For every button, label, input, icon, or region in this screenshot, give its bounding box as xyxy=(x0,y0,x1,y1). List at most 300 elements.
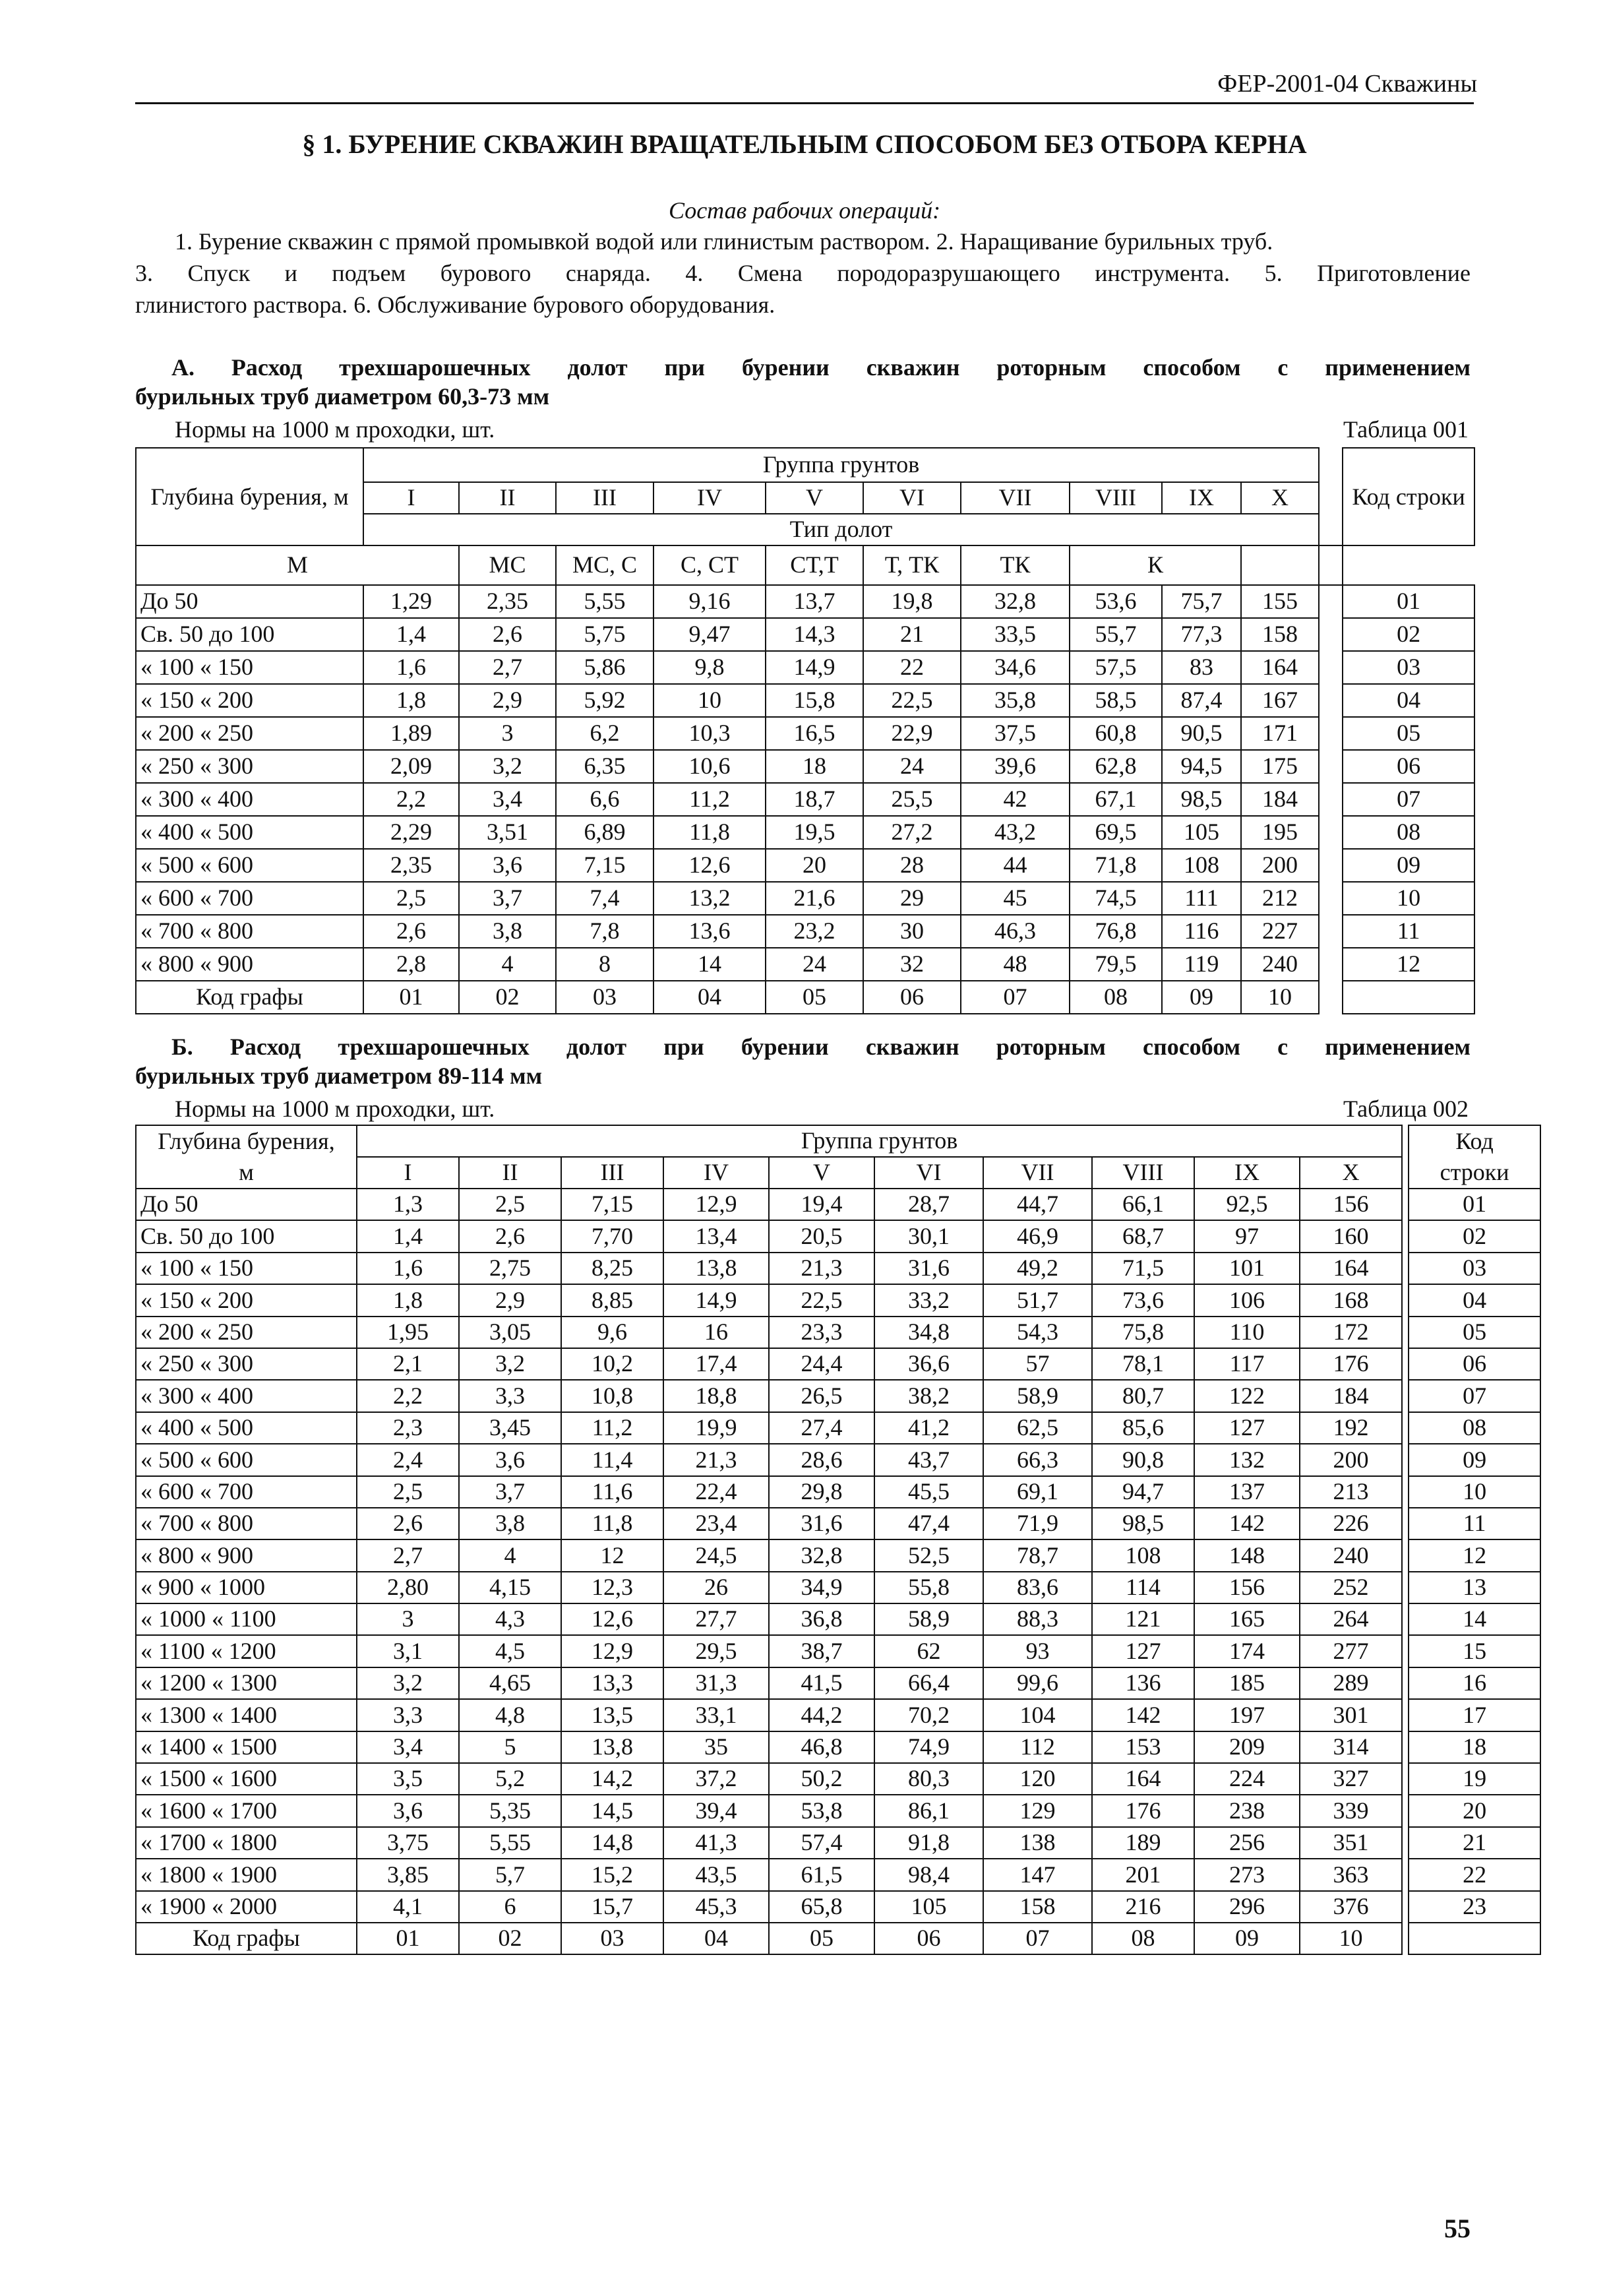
soil-group-label: IX xyxy=(1194,1157,1300,1189)
table-cell: 6,2 xyxy=(556,717,653,750)
column-code: 01 xyxy=(363,981,459,1014)
table-cell: 73,6 xyxy=(1092,1284,1194,1316)
row-code: 15 xyxy=(1409,1635,1540,1667)
table-cell: 22 xyxy=(863,651,961,684)
column-gap xyxy=(1402,1635,1409,1667)
table-cell: 212 xyxy=(1241,882,1319,915)
table-cell: 142 xyxy=(1194,1508,1300,1539)
table-cell: 116 xyxy=(1162,915,1241,948)
table-cell: 213 xyxy=(1300,1476,1402,1508)
column-gap xyxy=(1319,948,1343,981)
column-gap xyxy=(1402,1603,1409,1635)
table-cell: 9,47 xyxy=(653,618,766,651)
bit-type-label: Т, ТК xyxy=(863,545,961,585)
table-cell: 99,6 xyxy=(983,1667,1092,1699)
soil-group-label: VI xyxy=(874,1157,983,1189)
table-cell: 7,15 xyxy=(561,1189,663,1220)
depth-range: « 250 « 300 xyxy=(136,750,363,783)
table-cell: 3,4 xyxy=(459,783,556,816)
table-cell: 51,7 xyxy=(983,1284,1092,1316)
table-cell: 33,5 xyxy=(961,618,1070,651)
table1-norms: Нормы на 1000 м проходки, шт. xyxy=(175,416,495,443)
table-cell: 3,85 xyxy=(357,1859,459,1890)
table-cell: 10,2 xyxy=(561,1348,663,1380)
depth-range: « 600 « 700 xyxy=(136,882,363,915)
table-cell: 1,8 xyxy=(363,684,459,717)
table-cell: 57 xyxy=(983,1348,1092,1380)
table-cell: 14 xyxy=(653,948,766,981)
row-code: 09 xyxy=(1409,1444,1540,1475)
column-gap xyxy=(1319,849,1343,882)
soil-group-header: Группа грунтов xyxy=(357,1125,1402,1157)
table-cell: 31,6 xyxy=(769,1508,874,1539)
table-cell: 22,9 xyxy=(863,717,961,750)
table-row xyxy=(136,1731,1540,1763)
row-code: 21 xyxy=(1409,1827,1540,1859)
table-cell: 120 xyxy=(983,1763,1092,1795)
table-cell: 28,6 xyxy=(769,1444,874,1475)
row-code: 11 xyxy=(1409,1508,1540,1539)
depth-range: До 50 xyxy=(136,585,363,618)
table-cell: 4,15 xyxy=(459,1572,561,1603)
table-cell: 240 xyxy=(1300,1539,1402,1571)
table-cell: 3,1 xyxy=(357,1635,459,1667)
table-cell: 2,6 xyxy=(459,1220,561,1252)
operations-line: 1. Бурение скважин с прямой промывкой водой или глинистым раствором. 2. Наращивание бурильных труб. xyxy=(175,228,1273,255)
table-cell: 55,8 xyxy=(874,1572,983,1603)
table-cell: 21,3 xyxy=(769,1253,874,1284)
table-row xyxy=(136,1380,1540,1412)
table-cell: 2,75 xyxy=(459,1253,561,1284)
depth-range: « 250 « 300 xyxy=(136,1348,357,1380)
depth-range: Св. 50 до 100 xyxy=(136,618,363,651)
table-cell: 12,6 xyxy=(561,1603,663,1635)
column-code: 04 xyxy=(663,1923,769,1954)
row-code: 08 xyxy=(1409,1412,1540,1444)
column-gap xyxy=(1402,1508,1409,1539)
table-cell: 9,16 xyxy=(653,585,766,618)
row-code: 22 xyxy=(1409,1859,1540,1890)
column-code: 06 xyxy=(874,1923,983,1954)
table1-number: Таблица 001 xyxy=(1343,416,1469,443)
table-cell: 33,1 xyxy=(663,1699,769,1731)
bit-type-header: Тип долот xyxy=(363,514,1319,545)
table-cell: 98,4 xyxy=(874,1859,983,1890)
row-code-header: строки xyxy=(1409,1157,1540,1189)
bit-type-label: СТ,Т xyxy=(766,545,863,585)
column-gap xyxy=(1402,1125,1409,1189)
table-cell: 142 xyxy=(1092,1699,1194,1731)
table-cell: 106 xyxy=(1194,1284,1300,1316)
column-gap xyxy=(1402,1220,1409,1252)
table-cell: 5,55 xyxy=(459,1827,561,1859)
section-title: § 1. БУРЕНИЕ СКВАЖИН ВРАЩАТЕЛЬНЫМ СПОСОБОМ БЕЗ ОТБОРА КЕРНА xyxy=(302,129,1307,159)
soil-group-header: Группа грунтов xyxy=(363,448,1319,482)
table-cell: 43,2 xyxy=(961,816,1070,849)
table-cell: 164 xyxy=(1092,1763,1194,1795)
bit-type-code-blank xyxy=(1319,545,1343,585)
table-cell: 3,6 xyxy=(357,1795,459,1826)
table-cell: 90,5 xyxy=(1162,717,1241,750)
column-gap xyxy=(1402,1827,1409,1859)
table-cell: 3,2 xyxy=(459,750,556,783)
table-cell: 62,8 xyxy=(1070,750,1162,783)
table-cell: 71,5 xyxy=(1092,1253,1194,1284)
table-cell: 14,5 xyxy=(561,1795,663,1826)
table-cell: 42 xyxy=(961,783,1070,816)
table-cell: 227 xyxy=(1241,915,1319,948)
table-cell: 5 xyxy=(459,1731,561,1763)
table-cell: 164 xyxy=(1241,651,1319,684)
operations-text xyxy=(135,226,1471,321)
table-cell: 41,3 xyxy=(663,1827,769,1859)
column-code: 02 xyxy=(459,1923,561,1954)
table-cell: 97 xyxy=(1194,1220,1300,1252)
table-row xyxy=(136,1635,1540,1667)
table-cell: 119 xyxy=(1162,948,1241,981)
table-cell: 197 xyxy=(1194,1699,1300,1731)
column-code-row xyxy=(136,981,1474,1014)
row-code: 02 xyxy=(1409,1220,1540,1252)
depth-range: « 800 « 900 xyxy=(136,948,363,981)
table-cell: 90,8 xyxy=(1092,1444,1194,1475)
row-code: 10 xyxy=(1343,882,1474,915)
column-code: 08 xyxy=(1070,981,1162,1014)
column-gap xyxy=(1402,1699,1409,1731)
table-cell: 13,4 xyxy=(663,1220,769,1252)
row-code: 01 xyxy=(1409,1189,1540,1220)
bit-type-gap xyxy=(1241,545,1319,585)
table-cell: 114 xyxy=(1092,1572,1194,1603)
table-cell: 8,25 xyxy=(561,1253,663,1284)
table-cell: 2,5 xyxy=(357,1476,459,1508)
table-cell: 3,8 xyxy=(459,1508,561,1539)
table-cell: 87,4 xyxy=(1162,684,1241,717)
table-cell: 29,5 xyxy=(663,1635,769,1667)
table-cell: 7,15 xyxy=(556,849,653,882)
table-cell: 35 xyxy=(663,1731,769,1763)
table-cell: 3,7 xyxy=(459,1476,561,1508)
table-cell: 80,7 xyxy=(1092,1380,1194,1412)
column-gap xyxy=(1402,1667,1409,1699)
table-cell: 36,6 xyxy=(874,1348,983,1380)
depth-range: « 1200 « 1300 xyxy=(136,1667,357,1699)
table-cell: 165 xyxy=(1194,1603,1300,1635)
column-code: 07 xyxy=(983,1923,1092,1954)
table-cell: 4,3 xyxy=(459,1603,561,1635)
column-code: 06 xyxy=(863,981,961,1014)
operations-line: глинистого раствора. 6. Обслуживание бурового оборудования. xyxy=(135,292,775,318)
table-cell: 200 xyxy=(1300,1444,1402,1475)
table-row xyxy=(136,651,1474,684)
table2-title xyxy=(135,1032,1471,1090)
table-cell: 5,86 xyxy=(556,651,653,684)
table-cell: 26,5 xyxy=(769,1380,874,1412)
row-code: 18 xyxy=(1409,1731,1540,1763)
table-cell: 23,3 xyxy=(769,1317,874,1348)
row-code-blank xyxy=(1343,981,1474,1014)
column-code: 07 xyxy=(961,981,1070,1014)
table-cell: 1,4 xyxy=(357,1220,459,1252)
row-code: 01 xyxy=(1343,585,1474,618)
table-cell: 78,1 xyxy=(1092,1348,1194,1380)
table2-number: Таблица 002 xyxy=(1343,1096,1469,1122)
table-cell: 168 xyxy=(1300,1284,1402,1316)
table-cell: 3 xyxy=(357,1603,459,1635)
table-cell: 160 xyxy=(1300,1220,1402,1252)
table-cell: 363 xyxy=(1300,1859,1402,1890)
table-cell: 19,5 xyxy=(766,816,863,849)
table-row xyxy=(136,915,1474,948)
table-cell: 45,5 xyxy=(874,1476,983,1508)
table-cell: 201 xyxy=(1092,1859,1194,1890)
soil-group-label: VIII xyxy=(1070,482,1162,514)
column-gap xyxy=(1402,1891,1409,1923)
table-001 xyxy=(135,447,1475,1014)
table-cell: 45,3 xyxy=(663,1891,769,1923)
table-cell: 117 xyxy=(1194,1348,1300,1380)
table-row xyxy=(136,1891,1540,1923)
table-cell: 3,2 xyxy=(459,1348,561,1380)
depth-range: « 400 « 500 xyxy=(136,816,363,849)
page-number: 55 xyxy=(1444,2214,1471,2243)
table-cell: 10 xyxy=(653,684,766,717)
table-cell: 153 xyxy=(1092,1731,1194,1763)
table-cell: 29,8 xyxy=(769,1476,874,1508)
table-cell: 327 xyxy=(1300,1763,1402,1795)
table-cell: 11,4 xyxy=(561,1444,663,1475)
depth-range: « 100 « 150 xyxy=(136,1253,357,1284)
row-code: 06 xyxy=(1409,1348,1540,1380)
table-cell: 176 xyxy=(1092,1795,1194,1826)
table-cell: 12,6 xyxy=(653,849,766,882)
table-cell: 28,7 xyxy=(874,1189,983,1220)
table-cell: 226 xyxy=(1300,1508,1402,1539)
table-cell: 80,3 xyxy=(874,1763,983,1795)
table-cell: 10,3 xyxy=(653,717,766,750)
table-cell: 61,5 xyxy=(769,1859,874,1890)
table-cell: 4,5 xyxy=(459,1635,561,1667)
depth-range: Св. 50 до 100 xyxy=(136,1220,357,1252)
soil-group-label: IV xyxy=(653,482,766,514)
table-cell: 78,7 xyxy=(983,1539,1092,1571)
row-code: 16 xyxy=(1409,1667,1540,1699)
table-cell: 15,2 xyxy=(561,1859,663,1890)
table-cell: 252 xyxy=(1300,1572,1402,1603)
table-cell: 13,6 xyxy=(653,915,766,948)
table-cell: 71,8 xyxy=(1070,849,1162,882)
column-gap xyxy=(1402,1539,1409,1571)
row-code: 03 xyxy=(1343,651,1474,684)
soil-group-label: IX xyxy=(1162,482,1241,514)
depth-range: « 150 « 200 xyxy=(136,684,363,717)
table-cell: 2,09 xyxy=(363,750,459,783)
table-cell: 2,2 xyxy=(357,1380,459,1412)
table2-title-line: Б. Расход трехшарошечных долот при бурении скважин роторным способом с применением xyxy=(171,1034,1471,1060)
table-cell: 2,7 xyxy=(357,1539,459,1571)
table-cell: 74,9 xyxy=(874,1731,983,1763)
table-cell: 1,8 xyxy=(357,1284,459,1316)
table-row xyxy=(136,816,1474,849)
table-cell: 86,1 xyxy=(874,1795,983,1826)
column-code: 03 xyxy=(556,981,653,1014)
table-cell: 155 xyxy=(1241,585,1319,618)
table-cell: 104 xyxy=(983,1699,1092,1731)
soil-group-label: V xyxy=(766,482,863,514)
column-gap xyxy=(1402,1923,1409,1954)
table-cell: 38,2 xyxy=(874,1380,983,1412)
depth-range: « 800 « 900 xyxy=(136,1539,357,1571)
depth-header-unit: м xyxy=(136,1157,357,1189)
table-cell: 2,1 xyxy=(357,1348,459,1380)
table-cell: 3,3 xyxy=(357,1699,459,1731)
table-cell: 2,35 xyxy=(363,849,459,882)
table-cell: 301 xyxy=(1300,1699,1402,1731)
table-cell: 41,5 xyxy=(769,1667,874,1699)
table-cell: 184 xyxy=(1300,1380,1402,1412)
column-gap xyxy=(1319,816,1343,849)
row-code: 09 xyxy=(1343,849,1474,882)
table-cell: 3,05 xyxy=(459,1317,561,1348)
table-cell: 79,5 xyxy=(1070,948,1162,981)
table-cell: 2,9 xyxy=(459,1284,561,1316)
table-cell: 20 xyxy=(766,849,863,882)
table-cell: 37,2 xyxy=(663,1763,769,1795)
table-cell: 1,4 xyxy=(363,618,459,651)
soil-group-label: I xyxy=(357,1157,459,1189)
table-cell: 16,5 xyxy=(766,717,863,750)
table-cell: 11,2 xyxy=(561,1412,663,1444)
table-cell: 30,1 xyxy=(874,1220,983,1252)
table-cell: 23,4 xyxy=(663,1508,769,1539)
column-code: 10 xyxy=(1300,1923,1402,1954)
depth-range: До 50 xyxy=(136,1189,357,1220)
table-cell: 74,5 xyxy=(1070,882,1162,915)
table-cell: 5,92 xyxy=(556,684,653,717)
column-code: 05 xyxy=(769,1923,874,1954)
bit-type-label: С, СТ xyxy=(653,545,766,585)
table-row xyxy=(136,849,1474,882)
column-code-label: Код графы xyxy=(136,981,363,1014)
table-cell: 184 xyxy=(1241,783,1319,816)
depth-header: Глубина бурения, м xyxy=(136,448,363,545)
table-cell: 1,89 xyxy=(363,717,459,750)
table-cell: 22,5 xyxy=(769,1284,874,1316)
depth-range: « 500 « 600 xyxy=(136,1444,357,1475)
column-code-row xyxy=(136,1923,1540,1954)
column-gap xyxy=(1402,1412,1409,1444)
table-cell: 11,6 xyxy=(561,1476,663,1508)
table-cell: 28 xyxy=(863,849,961,882)
depth-range: « 1300 « 1400 xyxy=(136,1699,357,1731)
table-cell: 11,8 xyxy=(561,1508,663,1539)
table-cell: 16 xyxy=(663,1317,769,1348)
soil-group-label: X xyxy=(1241,482,1319,514)
table-cell: 45 xyxy=(961,882,1070,915)
column-gap xyxy=(1319,684,1343,717)
table-cell: 77,3 xyxy=(1162,618,1241,651)
table-cell: 66,1 xyxy=(1092,1189,1194,1220)
row-code: 04 xyxy=(1409,1284,1540,1316)
table-cell: 32,8 xyxy=(769,1539,874,1571)
table-cell: 108 xyxy=(1092,1539,1194,1571)
table-cell: 69,1 xyxy=(983,1476,1092,1508)
table-cell: 33,2 xyxy=(874,1284,983,1316)
operations-line: 3. Спуск и подъем бурового снаряда. 4. Смена породоразрушающего инструмента. 5. Приготовление xyxy=(135,260,1471,286)
soil-group-label: IV xyxy=(663,1157,769,1189)
table-cell: 38,7 xyxy=(769,1635,874,1667)
table-cell: 48 xyxy=(961,948,1070,981)
table-cell: 83,6 xyxy=(983,1572,1092,1603)
table-cell: 26 xyxy=(663,1572,769,1603)
table-cell: 1,6 xyxy=(357,1253,459,1284)
table-cell: 105 xyxy=(1162,816,1241,849)
table-cell: 21,3 xyxy=(663,1444,769,1475)
table-cell: 13,5 xyxy=(561,1699,663,1731)
table-row xyxy=(136,1603,1540,1635)
table-cell: 121 xyxy=(1092,1603,1194,1635)
column-code: 10 xyxy=(1241,981,1319,1014)
table-cell: 127 xyxy=(1194,1412,1300,1444)
table-cell: 189 xyxy=(1092,1827,1194,1859)
table-cell: 5,55 xyxy=(556,585,653,618)
table-row xyxy=(136,1572,1540,1603)
depth-range: « 1900 « 2000 xyxy=(136,1891,357,1923)
table-cell: 31,3 xyxy=(663,1667,769,1699)
column-code: 02 xyxy=(459,981,556,1014)
bit-type-label: К xyxy=(1070,545,1241,585)
soil-group-label: II xyxy=(459,482,556,514)
row-code: 08 xyxy=(1343,816,1474,849)
column-gap xyxy=(1402,1189,1409,1220)
table-cell: 29 xyxy=(863,882,961,915)
table-cell: 20,5 xyxy=(769,1220,874,1252)
table-cell: 376 xyxy=(1300,1891,1402,1923)
table-cell: 200 xyxy=(1241,849,1319,882)
table-cell: 14,9 xyxy=(766,651,863,684)
column-gap xyxy=(1319,915,1343,948)
depth-range: « 150 « 200 xyxy=(136,1284,357,1316)
table-cell: 10,6 xyxy=(653,750,766,783)
soil-group-label: III xyxy=(556,482,653,514)
table-cell: 94,5 xyxy=(1162,750,1241,783)
table-cell: 49,2 xyxy=(983,1253,1092,1284)
table-cell: 12,3 xyxy=(561,1572,663,1603)
table-cell: 47,4 xyxy=(874,1508,983,1539)
table-cell: 137 xyxy=(1194,1476,1300,1508)
table-cell: 216 xyxy=(1092,1891,1194,1923)
table-cell: 192 xyxy=(1300,1412,1402,1444)
column-code: 03 xyxy=(561,1923,663,1954)
depth-range: « 400 « 500 xyxy=(136,1412,357,1444)
table-cell: 351 xyxy=(1300,1827,1402,1859)
table-row xyxy=(136,948,1474,981)
table-cell: 75,8 xyxy=(1092,1317,1194,1348)
depth-range: « 100 « 150 xyxy=(136,651,363,684)
table-cell: 36,8 xyxy=(769,1603,874,1635)
row-code-blank xyxy=(1409,1923,1540,1954)
depth-range: « 1800 « 1900 xyxy=(136,1859,357,1890)
soil-group-label: VI xyxy=(863,482,961,514)
table-cell: 70,2 xyxy=(874,1699,983,1731)
table-cell: 238 xyxy=(1194,1795,1300,1826)
table1-title-line: бурильных труб диаметром 60,3-73 мм xyxy=(135,383,550,410)
row-code: 14 xyxy=(1409,1603,1540,1635)
table-cell: 156 xyxy=(1194,1572,1300,1603)
row-code: 20 xyxy=(1409,1795,1540,1826)
column-gap xyxy=(1319,448,1343,545)
table-cell: 21,6 xyxy=(766,882,863,915)
